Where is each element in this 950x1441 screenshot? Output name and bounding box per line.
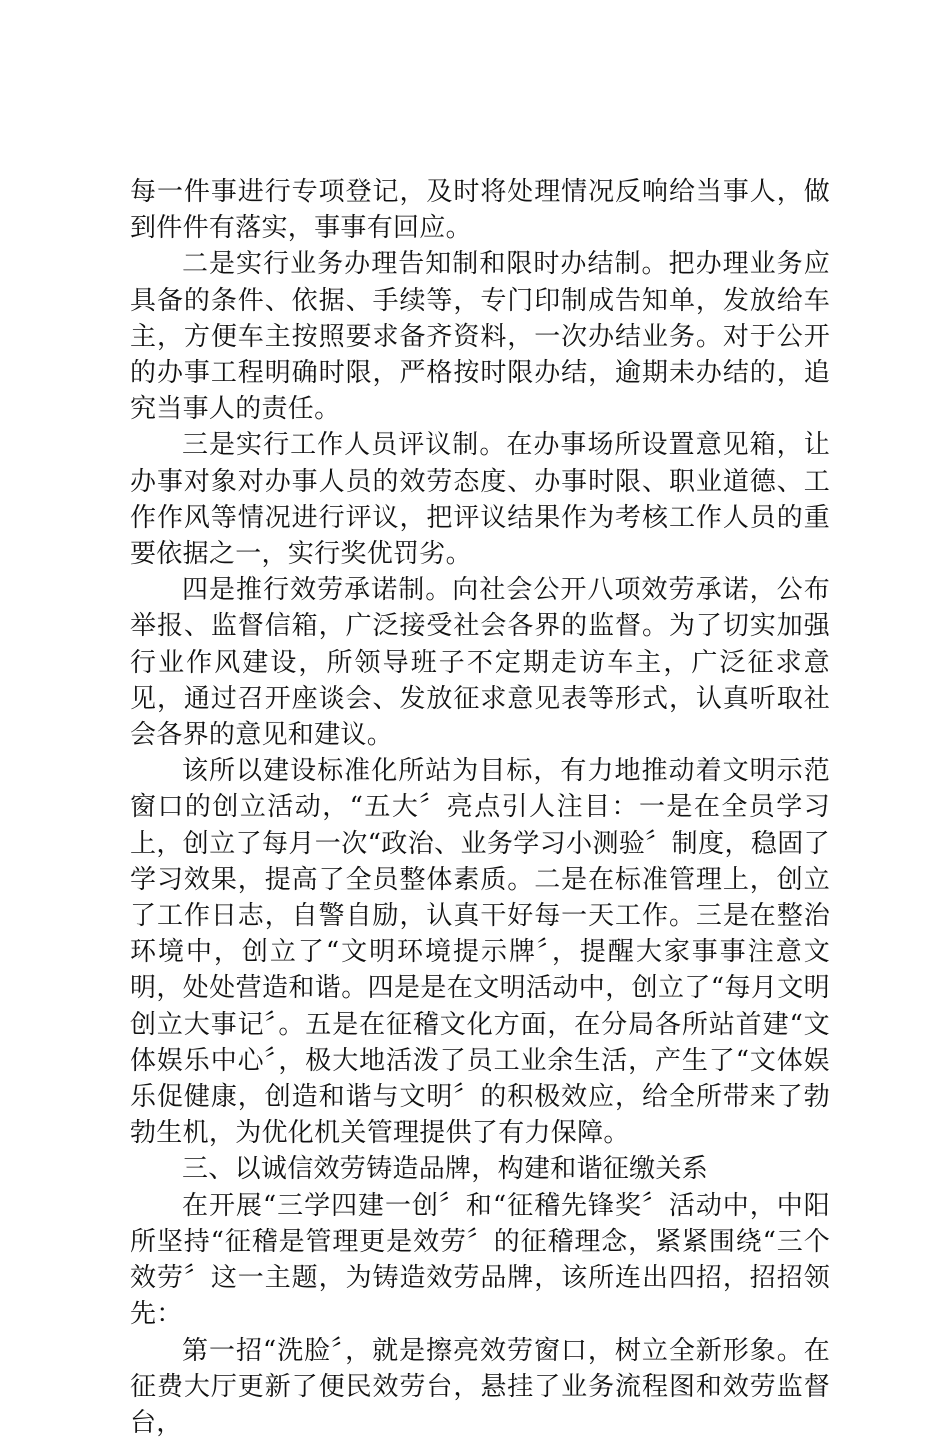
- paragraph-1: 每一件事进行专项登记，及时将处理情况反响给当事人，做到件件有落实，事事有回应。: [130, 174, 830, 246]
- paragraph-5: 该所以建设标准化所站为目标，有力地推动着文明示范窗口的创立活动，“五大〞亮点引人注目：一是在全员学习上，创立了每月一次“政治、业务学习小测验〞制度，稳固了学习效果，提高了全员整体素质。二是在标准管理上，创立了工作日志，自警自励，认真干好每一天工作。三是在整治环境中，创立了“文明环境提示牌〞，提醒大家事事注意文明，处处营造和谐。四是是在文明活动中，创立了“每月文明创立大事记〞。五是在征稽文化方面，在分局各所站首建“文体娱乐中心〞，极大地活泼了员工业余生活，产生了“文体娱乐促健康，创造和谐与文明〞的积极效应，给全所带来了勃勃生机，为优化机关管理提供了有力保障。: [130, 753, 830, 1151]
- document-body: [130, 174, 830, 1441]
- paragraph-7: 第一招“洗脸〞，就是擦亮效劳窗口，树立全新形象。在征费大厅更新了便民效劳台，悬挂了业务流程图和效劳监督台，: [130, 1333, 830, 1441]
- paragraph-2: 二是实行业务办理告知制和限时办结制。把办理业务应具备的条件、依据、手续等，专门印制成告知单，发放给车主，方便车主按照要求备齐资料，一次办结业务。对于公开的办事工程明确时限，严格按时限办结，逾期未办结的，追究当事人的责任。: [130, 246, 830, 427]
- paragraph-6: 在开展“三学四建一创〞和“征稽先锋奖〞活动中，中阳所坚持“征稽是管理更是效劳〞的征稽理念，紧紧围绕“三个效劳〞这一主题，为铸造效劳品牌，该所连出四招，招招领先：: [130, 1188, 830, 1333]
- section-heading-3: 三、以诚信效劳铸造品牌，构建和谐征缴关系: [130, 1151, 830, 1187]
- paragraph-3: 三是实行工作人员评议制。在办事场所设置意见箱，让办事对象对办事人员的效劳态度、办事时限、职业道德、工作作风等情况进行评议，把评议结果作为考核工作人员的重要依据之一，实行奖优罚劣。: [130, 427, 830, 572]
- paragraph-4: 四是推行效劳承诺制。向社会公开八项效劳承诺，公布举报、监督信箱，广泛接受社会各界的监督。为了切实加强行业作风建设，所领导班子不定期走访车主，广泛征求意见，通过召开座谈会、发放征求意见表等形式，认真听取社会各界的意见和建议。: [130, 572, 830, 753]
